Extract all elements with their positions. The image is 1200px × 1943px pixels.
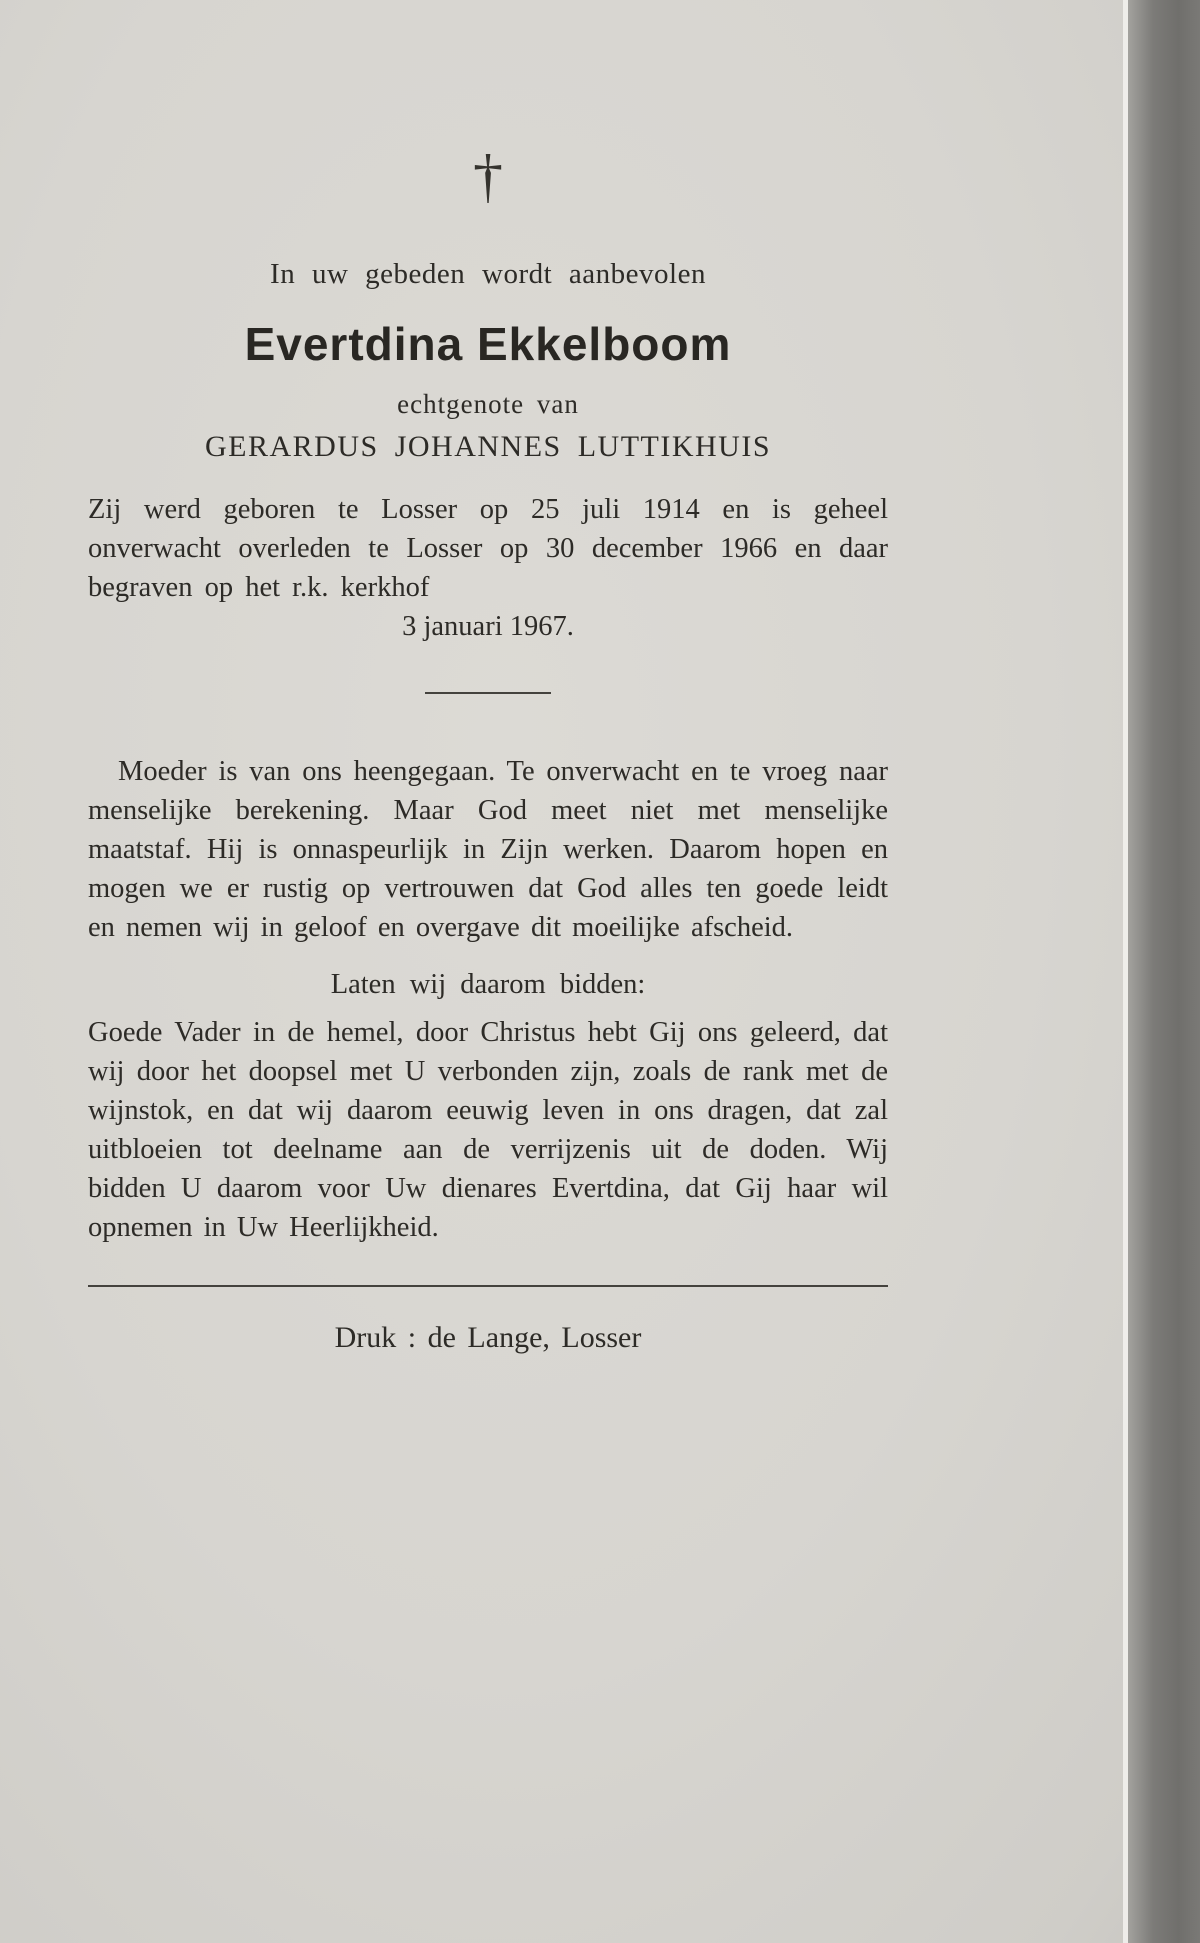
spouse-name: GERARDUS JOHANNES LUTTIKHUIS [205, 430, 771, 463]
deceased-name: Evertdina Ekkelboom [244, 318, 732, 370]
printer-line: Druk : de Lange, Losser [334, 1321, 642, 1354]
scan-edge-shadow [1128, 0, 1200, 1943]
relation-line: echtgenote van [397, 389, 579, 419]
intro-line: In uw gebeden wordt aanbevolen [270, 258, 706, 290]
biography-paragraph: Zij werd geboren te Losser op 25 juli 1914 en is geheel onverwacht overleden te Losser op 30 december 1966 en daar begraven op het r.k. kerkhof [88, 494, 888, 603]
divider-short [425, 692, 551, 694]
prayer-paragraph: Goede Vader in de hemel, door Christus hebt Gij ons geleerd, dat wij door het doopsel met U verbonden zijn, zoals de rank met de wijnstok, en dat wij daarom eeuwig leven in ons dragen, dat zal uitbloeien tot deelname aan de verrijzenis uit de doden. Wij bidden U daarom voor Uw dienares Evertdina, dat Gij haar wil opnemen in Uw Heerlijkheid. [88, 1017, 888, 1243]
cross-icon: † [473, 143, 503, 209]
prayer-heading: Laten wij daarom bidden: [330, 969, 646, 1000]
divider-wide [88, 1285, 888, 1287]
memorial-paragraph: Moeder is van ons heengegaan. Te onverwacht en te vroeg naar menselijke berekening. Maar God meet niet met menselijke maatstaf. Hij is onnaspeurlijk in Zijn werken. Daarom hopen en mogen we er rustig op vertrouwen dat God alles ten goede leidt en nemen wij in geloof en overgave dit moeilijke afscheid. [88, 756, 888, 943]
burial-date: 3 januari 1967. [402, 611, 574, 642]
card-content [88, 0, 888, 1355]
